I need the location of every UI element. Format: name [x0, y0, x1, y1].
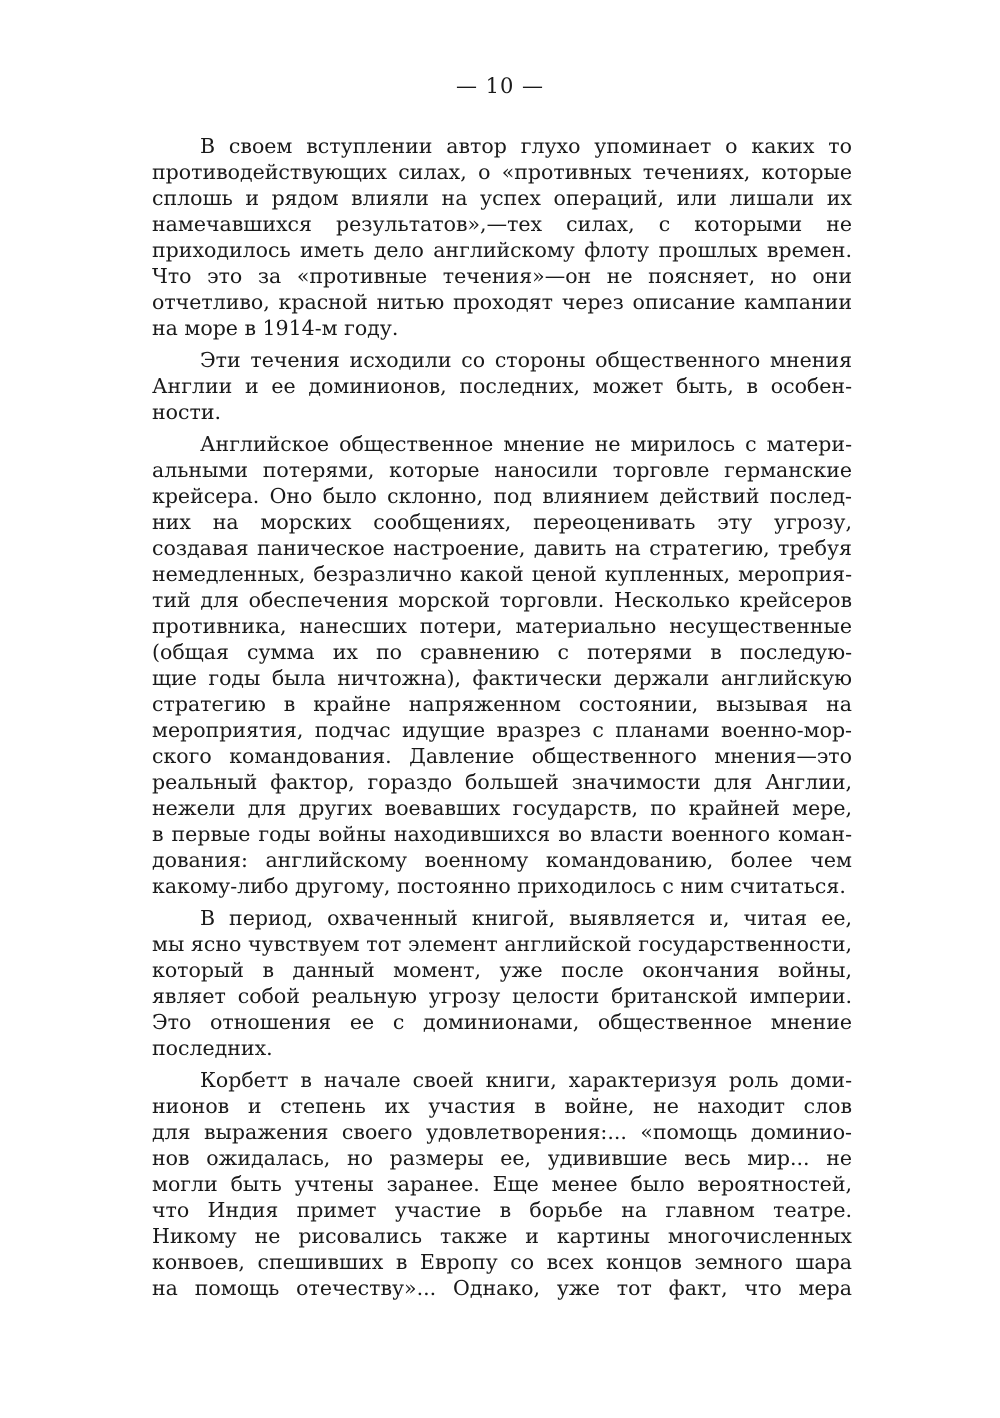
text-line: на помощь отечеству»... Однако, уже тот факт, что мера	[152, 1276, 852, 1300]
text-line: Корбетт в начале своей книги, характеризуя роль доми-	[200, 1068, 852, 1092]
text-line: Англии и ее доминионов, последних, может быть, в особен-	[152, 374, 852, 398]
text-line: какому-либо другому, постоянно приходилось с ним считаться.	[152, 874, 846, 898]
text-line: приходилось иметь дело английскому флоту прошлых времен.	[152, 238, 852, 262]
text-line: противника, нанесших потери, материально несущественные	[152, 614, 852, 638]
text-line: мероприятия, подчас идущие вразрез с планами военно-мор-	[152, 718, 852, 742]
text-line: (общая сумма их по сравнению с потерями в последую-	[152, 640, 852, 664]
text-line: ского командования. Давление общественного мнения—это	[152, 744, 852, 768]
text-line: тий для обеспечения морской торговли. Несколько крейсеров	[152, 588, 852, 612]
paragraph	[152, 347, 852, 425]
text-line: крейсера. Оно было склонно, под влиянием действий послед-	[152, 484, 852, 508]
text-line: конвоев, спешивших в Европу со всех концов земного шара	[152, 1250, 852, 1274]
text-line: ности.	[152, 400, 222, 424]
paragraph	[152, 905, 852, 1061]
text-line: для выражения своего удовлетворения:... «помощь доминио-	[152, 1120, 852, 1144]
paragraph	[152, 1067, 852, 1301]
text-line: нежели для других воевавших государств, по крайней мере,	[152, 796, 852, 820]
text-line: дования: английскому военному командованию, более чем	[152, 848, 852, 872]
text-line: последних.	[152, 1036, 273, 1060]
paragraph	[152, 133, 852, 341]
text-line: нионов и степень их участия в войне, не находит слов	[152, 1094, 852, 1118]
text-line: сплошь и рядом влияли на успех операций, или лишали их	[152, 186, 852, 210]
text-line: немедленных, безразлично какой ценой купленных, мероприя-	[152, 562, 852, 586]
text-line: являет собой реальную угрозу целости британской империи.	[152, 984, 852, 1008]
text-line: могли быть учтены заранее. Еще менее было вероятностей,	[152, 1172, 852, 1196]
text-line: отчетливо, красной нитью проходят через описание кампании	[152, 290, 852, 314]
page-number: — 10 —	[455, 74, 545, 98]
text-line: В период, охваченный книгой, выявляется и, читая ее,	[200, 906, 852, 930]
text-line: в первые годы войны находившихся во власти военного коман-	[152, 822, 852, 846]
text-line: противодействующих силах, о «противных течениях, которые	[152, 160, 852, 184]
text-line: создавая паническое настроение, давить на стратегию, требуя	[152, 536, 852, 560]
text-line: Что это за «противные течения»—он не поясняет, но они	[152, 264, 852, 288]
text-line: альными потерями, которые наносили торговле германские	[152, 458, 852, 482]
text-line: который в данный момент, уже после окончания войны,	[152, 958, 852, 982]
text-line: намечавшихся результатов»,—тех силах, с которыми не	[152, 212, 852, 236]
text-line: Эти течения исходили со стороны общественного мнения	[200, 348, 852, 372]
text-line: них на морских сообщениях, переоценивать эту угрозу,	[152, 510, 852, 534]
text-line: Это отношения ее с доминионами, общественное мнение	[152, 1010, 852, 1034]
text-line: на море в 1914-м году.	[152, 316, 399, 340]
text-line: стратегию в крайне напряженном состоянии, вызывая на	[152, 692, 852, 716]
text-line: нов ожидалась, но размеры ее, удивившие весь мир... не	[152, 1146, 852, 1170]
paragraph	[152, 431, 852, 899]
text-line: Английское общественное мнение не мирилось с матери-	[200, 432, 852, 456]
text-line: реальный фактор, гораздо большей значимости для Англии,	[152, 770, 852, 794]
text-line: Никому не рисовались также и картины многочисленных	[152, 1224, 852, 1248]
body-text	[152, 133, 852, 1307]
text-line: мы ясно чувствуем тот элемент английской государственности,	[152, 932, 852, 956]
text-line: что Индия примет участие в борьбе на главном театре.	[152, 1198, 852, 1222]
text-line: В своем вступлении автор глухо упоминает о каких то	[200, 134, 852, 158]
text-line: щие годы была ничтожна), фактически держали английскую	[152, 666, 852, 690]
